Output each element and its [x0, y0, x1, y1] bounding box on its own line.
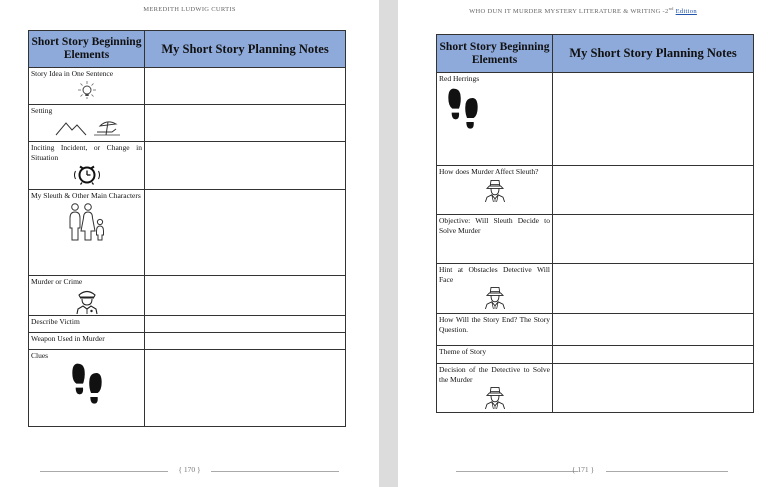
- running-head: WHO DUN IT MURDER MYSTERY LITERATURE & WRITING -2nd Edition: [469, 6, 697, 16]
- notes-cell[interactable]: [553, 346, 754, 364]
- row-label: Story Idea in One Sentence: [29, 68, 145, 105]
- notes-cell[interactable]: [145, 105, 346, 142]
- notes-cell[interactable]: [553, 264, 754, 314]
- notes-cell[interactable]: [145, 349, 346, 426]
- row-label: How Will the Story End? The Story Question.: [437, 314, 553, 346]
- notes-cell[interactable]: [553, 314, 754, 346]
- detective-icon: [483, 385, 507, 409]
- planning-table: [436, 34, 754, 413]
- column-header-elements: Short Story Beginning Elements: [437, 35, 553, 73]
- row-label: My Sleuth & Other Main Characters: [29, 190, 145, 276]
- right-page: [398, 0, 768, 487]
- notes-cell[interactable]: [553, 364, 754, 413]
- column-header-notes: My Short Story Planning Notes: [145, 31, 346, 68]
- detective-icon: [483, 178, 507, 202]
- notes-cell[interactable]: [145, 276, 346, 316]
- row-label: Objective: Will Sleuth Decide to Solve Murder: [437, 215, 553, 264]
- column-header-notes: My Short Story Planning Notes: [553, 35, 754, 73]
- edition-link[interactable]: Edition: [675, 8, 697, 16]
- left-page: [0, 0, 379, 487]
- row-label: Inciting Incident, or Change in Situation: [29, 142, 145, 190]
- column-header-elements: Short Story Beginning Elements: [29, 31, 145, 68]
- footprints-icon: [71, 361, 103, 405]
- notes-cell[interactable]: [145, 68, 346, 105]
- detective-icon: [483, 285, 507, 309]
- family-icon: [65, 202, 109, 242]
- page-number: 170: [183, 465, 196, 474]
- police-officer-icon: [74, 288, 100, 314]
- notes-cell[interactable]: [145, 190, 346, 276]
- notes-cell[interactable]: [145, 142, 346, 190]
- lightbulb-icon: [77, 80, 97, 100]
- row-label: Decision of the Detective to Solve the Murder: [437, 364, 553, 413]
- row-label: Murder or Crime: [29, 276, 145, 316]
- row-label: Describe Victim: [29, 315, 145, 332]
- row-label: Setting: [29, 105, 145, 142]
- mountain-beach-icon: [50, 117, 124, 137]
- row-label: Weapon Used in Murder: [29, 332, 145, 349]
- notes-cell[interactable]: [145, 332, 346, 349]
- notes-cell[interactable]: [553, 166, 754, 215]
- notes-cell[interactable]: [145, 315, 346, 332]
- alarm-clock-icon: [72, 163, 102, 185]
- page-number: 171: [577, 465, 589, 474]
- row-label: Hint at Obstacles Detective Will Face: [437, 264, 553, 314]
- row-label: Red Herrings: [437, 73, 553, 166]
- notes-cell[interactable]: [553, 73, 754, 166]
- row-label: Clues: [29, 349, 145, 426]
- row-label: How does Murder Affect Sleuth?: [437, 166, 553, 215]
- running-head: MEREDITH LUDWIG CURTIS: [143, 6, 236, 13]
- planning-table: [28, 30, 346, 427]
- footprints-icon: [447, 86, 479, 130]
- row-label: Theme of Story: [437, 346, 553, 364]
- notes-cell[interactable]: [553, 215, 754, 264]
- page-footer: { 171 }: [438, 465, 728, 477]
- page-footer: { 170 }: [40, 465, 339, 477]
